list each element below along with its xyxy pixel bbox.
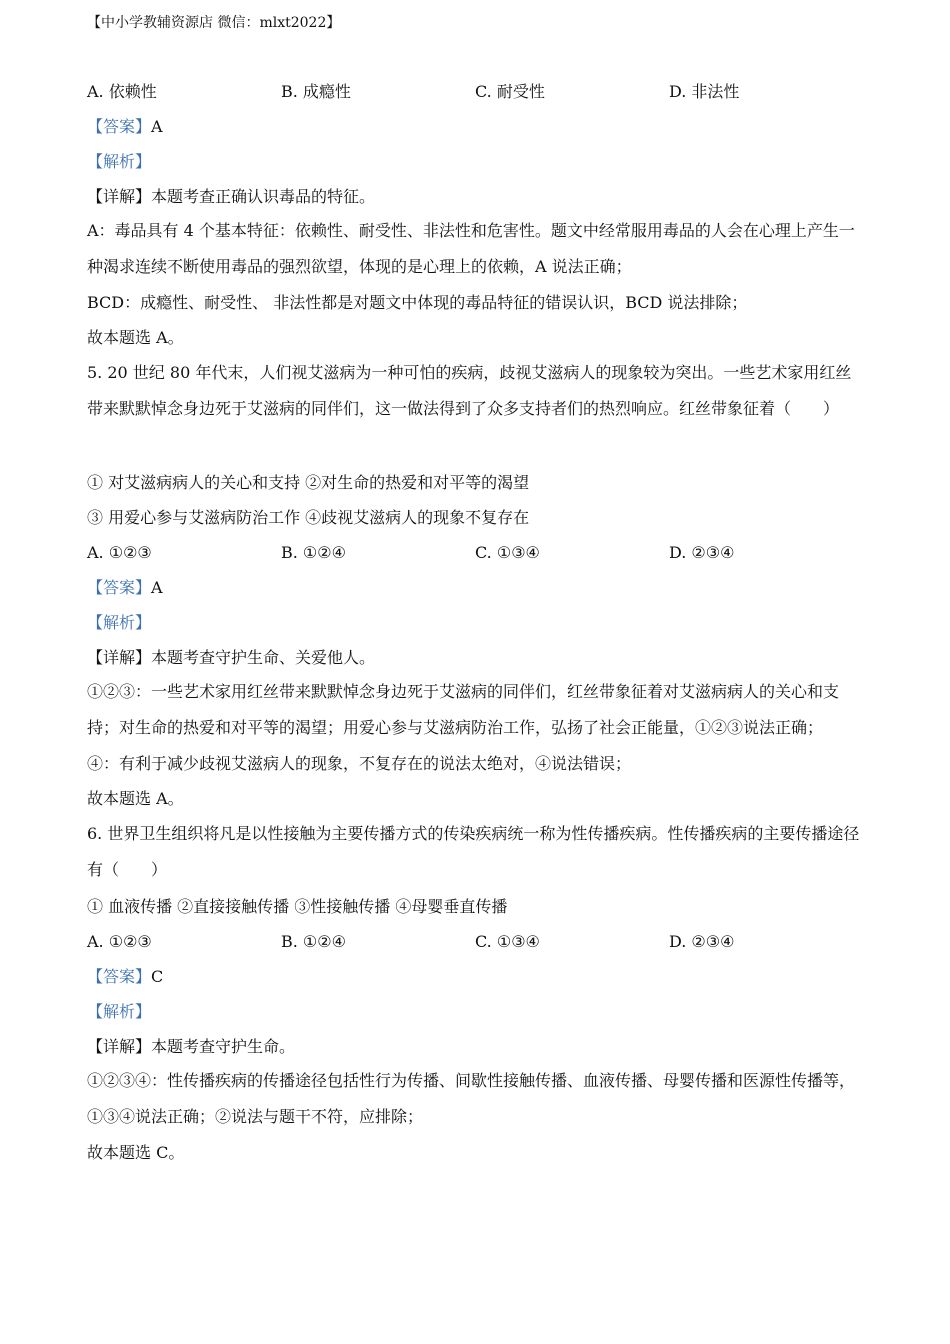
q6-answer: C: [151, 967, 164, 986]
q6-conclusion: 故本题选 C。: [87, 1143, 185, 1162]
q5-analysis-tag: 【解析】: [87, 613, 152, 632]
q5-analysis-p1: ①②③：一些艺术家用红丝带来默默悼念身边死于艾滋病的同伴们，红丝带象征着对艾滋病病人的关心和支持；对生命的热爱和对平等的渴望；用爱心参与艾滋病防治工作，弘扬了社会正能量，①②③说法正确；: [87, 682, 840, 737]
q4-conclusion: 故本题选 A。: [87, 328, 184, 347]
q6-answer-line: [87, 966, 163, 988]
q5-stem: 5. 20 世纪 80 年代末，人们视艾滋病为一种可怕的疾病，歧视艾滋病人的现象较为突出。一些艺术家用红丝带来默默悼念身边死于艾滋病的同伴们，这一做法得到了众多支持者们的热烈响应。红丝带象征着（ ）: [87, 363, 852, 418]
q4-option-c: C. 耐受性: [475, 82, 545, 101]
answer-tag: 【答案】: [87, 117, 152, 136]
q5-answer: A: [151, 578, 163, 597]
q4-option-a: A. 依赖性: [87, 82, 157, 101]
q4-option-b: B. 成瘾性: [281, 82, 351, 101]
q6-stem: 6. 世界卫生组织将凡是以性接触为主要传播方式的传染疾病统一称为性传播疾病。性传播疾病的主要传播途径有（ ）: [87, 824, 860, 879]
answer-tag: 【答案】: [87, 578, 152, 597]
q6-option-c: C. ①③④: [475, 932, 540, 951]
q4-analysis-tag: 【解析】: [87, 152, 152, 171]
q4-analysis-p2: BCD：成瘾性、耐受性、 非法性都是对题文中体现的毒品特征的错误认识，BCD 说法排除；: [87, 293, 748, 312]
q4-answer: A: [151, 117, 163, 136]
q5-option-c: C. ①③④: [475, 543, 540, 562]
q5-conclusion: 故本题选 A。: [87, 789, 184, 808]
q6-option-a: A. ①②③: [87, 932, 152, 951]
q6-statements: ① 血液传播 ②直接接触传播 ③性接触传播 ④母婴垂直传播: [87, 897, 508, 916]
answer-tag: 【答案】: [87, 967, 152, 986]
q6-option-d: D. ②③④: [669, 932, 735, 951]
q5-option-b: B. ①②④: [281, 543, 346, 562]
q4-answer-line: [87, 116, 163, 138]
q6-option-b: B. ①②④: [281, 932, 346, 951]
q5-option-d: D. ②③④: [669, 543, 735, 562]
q4-detail: 【详解】本题考查正确认识毒品的特征。: [87, 187, 376, 206]
page-header: 【中小学教辅资源店 微信：mlxt2022】: [87, 15, 341, 31]
q6-analysis-p1: ①②③④：性传播疾病的传播途径包括性行为传播、间歇性接触传播、血液传播、母婴传播和医源性传播等，①③④说法正确；②说法与题干不符，应排除；: [87, 1071, 856, 1126]
q4-analysis-p1: A：毒品具有 4 个基本特征：依赖性、耐受性、非法性和危害性。题文中经常服用毒品的人会在心理上产生一种渴求连续不断使用毒品的强烈欲望，体现的是心理上的依赖，A 说法正确；: [87, 221, 855, 276]
q5-option-a: A. ①②③: [87, 543, 152, 562]
q6-detail: 【详解】本题考查守护生命。: [87, 1037, 296, 1056]
q5-detail: 【详解】本题考查守护生命、关爱他人。: [87, 648, 376, 667]
q4-option-d: D. 非法性: [669, 82, 740, 101]
q5-statements-1: ① 对艾滋病病人的关心和支持 ②对生命的热爱和对平等的渴望: [87, 473, 530, 492]
q5-analysis-p2: ④：有利于减少歧视艾滋病人的现象，不复存在的说法太绝对，④说法错误；: [87, 754, 632, 773]
q5-answer-line: [87, 577, 163, 599]
q6-analysis-tag: 【解析】: [87, 1002, 152, 1021]
q5-statements-2: ③ 用爱心参与艾滋病防治工作 ④歧视艾滋病人的现象不复存在: [87, 508, 530, 527]
